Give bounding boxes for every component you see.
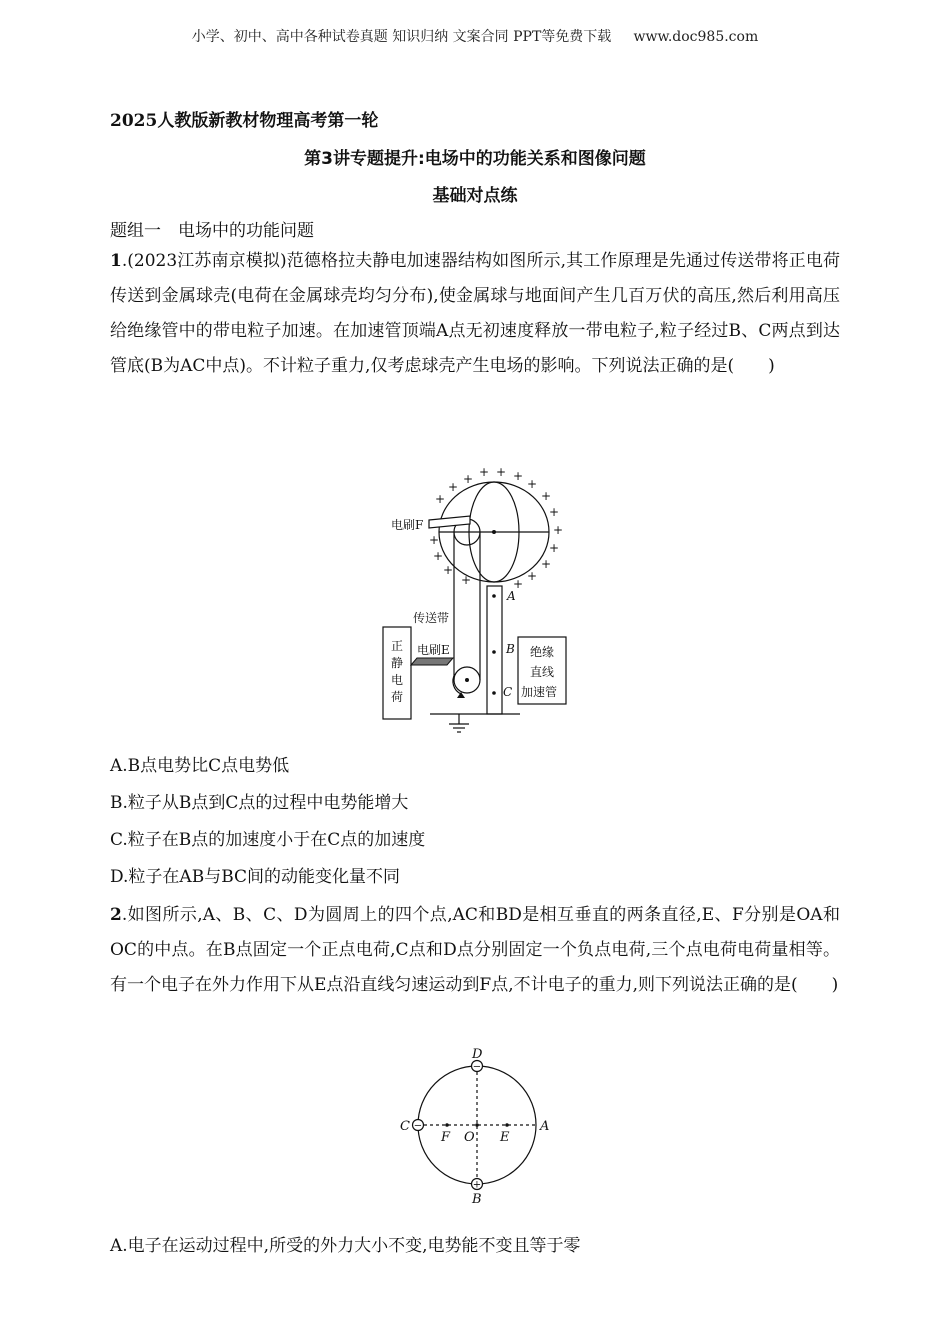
question-2-number: 2 — [110, 905, 122, 925]
tube-label-line-3: 加速管 — [521, 685, 558, 699]
point-a-dot — [492, 594, 496, 598]
plus-sign: + — [463, 472, 474, 486]
plus-sign: + — [553, 523, 564, 537]
pulley-center-dot — [465, 678, 469, 682]
sphere-center-dot — [492, 530, 496, 534]
question-1-number: 1 — [110, 251, 122, 271]
brush-f-shape — [429, 516, 470, 528]
plus-sign: + — [429, 533, 440, 547]
point-c-label: C — [503, 685, 513, 699]
point-e-dot — [505, 1123, 509, 1127]
point-b-label: B — [472, 1192, 482, 1207]
plus-sign: + — [461, 573, 472, 587]
question-2-stem — [110, 898, 840, 1003]
plus-sign: + — [527, 569, 538, 583]
question-1-option-c: C.粒子在B点的加速度小于在C点的加速度 — [110, 830, 426, 850]
charge-box-char-4: 荷 — [391, 690, 404, 704]
question-1-stem — [110, 244, 840, 384]
plus-sign: + — [513, 469, 524, 483]
brush-f-label: 电刷F — [391, 518, 424, 532]
page-header: 小学、初中、高中各种试卷真题 知识归纳 文案合同 PPT等免费下载 www.doc985.com — [191, 29, 759, 45]
question-2-text: .如图所示,A、B、C、D为圆周上的四个点,AC和BD是相互垂直的两条直径,E、F分别是OA和OC的中点。在B点固定一个正点电荷,C点和D点分别固定一个负点电荷,三个点电荷电荷量相等。有一个电子在外力作用下从E点沿直线匀速运动到F点,不计电子的重力,则下列说法正确的是( ) — [110, 905, 840, 995]
plus-sign: + — [527, 477, 538, 491]
plus-sign: + — [513, 577, 524, 591]
question-2-option-a: A.电子在运动过程中,所受的外力大小不变,电势能不变且等于零 — [110, 1236, 581, 1256]
plus-sign: + — [448, 480, 459, 494]
plus-sign: + — [479, 465, 490, 479]
point-b-dot — [492, 650, 496, 654]
accelerating-tube — [487, 586, 502, 714]
point-e-label: E — [500, 1130, 510, 1145]
point-f-dot — [445, 1123, 449, 1127]
point-o-label: O — [464, 1130, 475, 1145]
charge-box-char-1: 正 — [391, 639, 404, 653]
point-b-label: B — [506, 642, 515, 656]
plus-sign: + — [549, 505, 560, 519]
charge-box-char-2: 静 — [391, 656, 404, 670]
plus-sign: + — [435, 492, 446, 506]
plus-sign: + — [443, 563, 454, 577]
plus-sign: + — [496, 465, 507, 479]
question-1-option-d: D.粒子在AB与BC间的动能变化量不同 — [110, 867, 401, 887]
circle-charges-figure — [395, 1040, 560, 1208]
series-title: 2025人教版新教材物理高考第一轮 — [110, 111, 379, 131]
point-c-dot — [492, 691, 496, 695]
group-title: 题组一 电场中的功能问题 — [110, 221, 314, 241]
point-d-label: D — [472, 1047, 483, 1062]
belt-label: 传送带 — [413, 611, 450, 625]
plus-sign: + — [549, 541, 560, 555]
plus-sign: + — [433, 549, 444, 563]
brush-e-label: 电刷E — [417, 643, 450, 657]
tube-label-line-2: 直线 — [530, 665, 555, 679]
minus-sign: − — [472, 1061, 482, 1073]
tube-label-line-1: 绝缘 — [530, 645, 555, 659]
point-a-label: A — [540, 1119, 550, 1134]
point-c-label: C — [400, 1119, 410, 1134]
question-1-option-b: B.粒子从B点到C点的过程中电势能增大 — [110, 793, 409, 813]
brush-e-shape — [411, 658, 453, 665]
plus-sign: + — [541, 489, 552, 503]
section-title: 基础对点练 — [432, 186, 518, 206]
point-a-label: A — [507, 589, 516, 603]
minus-sign: − — [413, 1120, 423, 1132]
question-1-option-a: A.B点电势比C点电势低 — [110, 756, 290, 776]
lecture-title: 第3讲专题提升:电场中的功能关系和图像问题 — [304, 149, 646, 169]
point-f-label: F — [441, 1130, 451, 1145]
van-de-graaff-figure — [375, 462, 585, 742]
plus-sign: + — [472, 1179, 482, 1191]
charge-box-char-3: 电 — [391, 673, 404, 687]
question-1-text: .(2023江苏南京模拟)范德格拉夫静电加速器结构如图所示,其工作原理是先通过传送带将正电荷传送到金属球壳(电荷在金属球壳均匀分布),使金属球与地面间产生几百万伏的高压,然后利用高压给绝缘管中的带电粒子加速。在加速管顶端A点无初速度释放一带电粒子,粒子经过B、C两点到达管底(B为AC中点)。不计粒子重力,仅考虑球壳产生电场的影响。下列说法正确的是( ) — [110, 251, 840, 376]
point-o-dot — [475, 1123, 479, 1127]
plus-sign: + — [541, 557, 552, 571]
